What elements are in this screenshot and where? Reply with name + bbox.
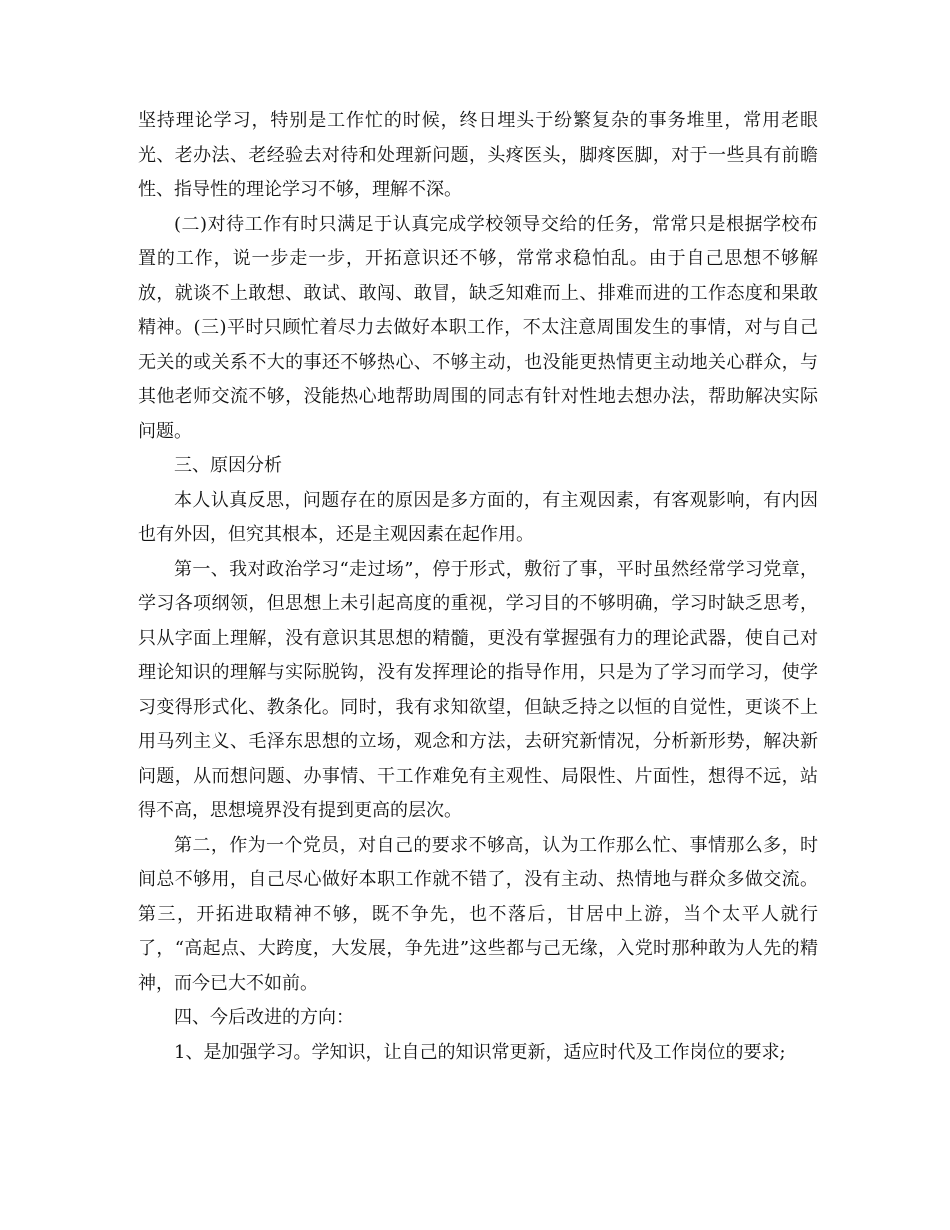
paragraph-self-reflection: 本人认真反思，问题存在的原因是多方面的，有主观因素，有客观影响，有内因也有外因，但究其根本，还是主观因素在起作用。 bbox=[138, 489, 818, 545]
paragraph-theory-study: 坚持理论学习，特别是工作忙的时候，终日埋头于纷繁复杂的事务堆里，常用老眼光、老办法、老经验去对待和处理新问题，头疼医头，脚疼医脚，对于一些具有前瞻性、指导性的理论学习不够，理解不深。 bbox=[138, 110, 818, 200]
paragraph-first-cause: 第一、我对政治学习“走过场”，停于形式，敷衍了事，平时虽然经常学习党章，学习各项纲领，但思想上未引起高度的重视，学习目的不够明确，学习时缺乏思考，只从字面上理解，没有意识其思想的精髓，更没有掌握强有力的理论武器，使自己对理论知识的理解与实际脱钩，没有发挥理论的指导作用，只是为了学习而学习，使学习变得形式化、教条化。同时，我有求知欲望，但缺乏持之以恒的自觉性，更谈不上用马列主义、毛泽东思想的立场，观念和方法，去研究新情况，分析新形势，解决新问题，从而想问题、办事情、干工作难免有主观性、局限性、片面性，想得不远，站得不高，思想境界没有提到更高的层次。 bbox=[138, 558, 818, 821]
paragraph-second-cause: 第二，作为一个党员，对自己的要求不够高，认为工作那么忙、事情那么多，时间总不够用，自己尽心做好本职工作就不错了，没有主动、热情地与群众多做交流。第三，开拓进取精神不够，既不争先，也不落后，甘居中上游，当个太平人就行了，“高起点、大跨度，大发展，争先进”这些都与己无缘，入党时那种敢为人先的精神，而今已大不如前。 bbox=[138, 834, 818, 994]
paragraph-work-attitude: (二)对待工作有时只满足于认真完成学校领导交给的任务，常常只是根据学校布置的工作，说一步走一步，开拓意识还不够，常常求稳怕乱。由于自己思想不够解放，就谈不上敢想、敢试、敢闯、敢冒，缺乏知难而上、排难而进的工作态度和果敢精神。(三)平时只顾忙着尽力去做好本职工作，不太注意周围发生的事情，对与自己无关的或关系不大的事还不够热心、不够主动，也没能更热情更主动地关心群众，与其他老师交流不够，没能热心地帮助周围的同志有针对性地去想办法，帮助解决实际问题。 bbox=[138, 213, 818, 442]
document-body bbox=[138, 104, 818, 1070]
paragraph-improvement-item-1: 1、是加强学习。学知识，让自己的知识常更新，适应时代及工作岗位的要求; bbox=[174, 1041, 786, 1063]
section-heading-cause-analysis: 三、原因分析 bbox=[174, 455, 282, 476]
section-heading-improvement: 四、今后改进的方向： bbox=[174, 1007, 354, 1028]
